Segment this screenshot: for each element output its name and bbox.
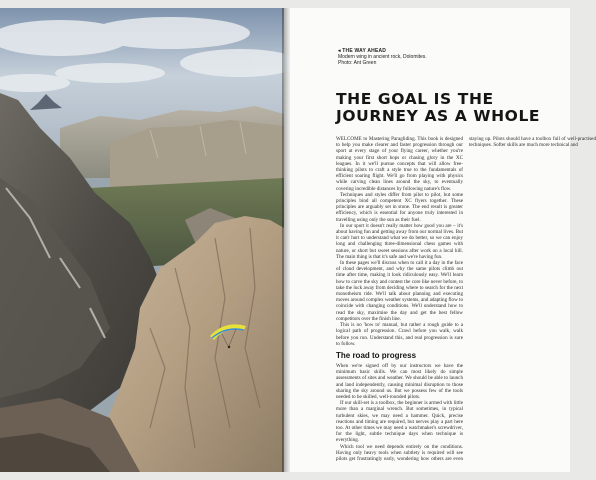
body-paragraph: If our skill-set is a toolbox, the beginner is armed with little more than a marginal wrench. But sometimes, in typical turbulent skies, we may need a hammer. Quick, precise reactions and timing are required, but nerves play a part here too. At other times we may need a watchmaker's screwdriver, for the light, subtle technique days when technique is everything. <box>336 400 463 444</box>
photo-caption <box>338 48 458 66</box>
caption-credit: Photo: Ant Green <box>338 60 377 66</box>
text-page <box>290 8 596 472</box>
photo-page <box>0 8 284 472</box>
body-columns <box>336 136 596 472</box>
caption-line: Modern wing in ancient rock, Dolomites. <box>338 54 427 60</box>
body-paragraph: Which tool we need depends entirely on the conditions. Having only heavy tools when subtlety is required will see pilots get frustratingly early, wondering how others are even staying up. Pilots should have a toolbox full of well-practised techniques. Softer skills are much more technical and <box>336 136 596 462</box>
dolomites-paraglider-photo <box>0 8 284 472</box>
body-paragraph: Techniques and styles differ from pilot to pilot, but some principles bind all competent XC flyers together. These principles are arguably set in stone. The end result is greater efficiency, which is essential for anyone truly interested in travelling using only the sun as their fuel. <box>336 191 463 223</box>
section-subheading: The road to progress <box>336 350 417 360</box>
body-paragraph: WELCOME to Mastering Paragliding. This book is designed to help you make clearer and faster progression through our sport at every stage of your flying career, whether you're making your first short hops or chasing glory in the XC leagues. In it we'll pursue concepts that will allow free-thinking pilots to craft a style true to the fundamentals of efficient soaring flight. We'll go from playing with physics while carving clean lines around the sky, to eventually covering incredible distances by following nature's flow. <box>336 136 463 192</box>
body-paragraph: When we're signed off by our instructors we have the minimum basic skills. We can most likely do simple assessments of sites and weather. We should be able to launch and land independently, causing minimal disruption to those sharing the sky around us. But we possess few of the tools needed to be skilled, well-rounded pilots. <box>336 362 463 400</box>
caption-heading: ◂ THE WAY AHEAD <box>338 48 387 54</box>
chapter-headline: THE GOAL IS THE JOURNEY AS A WHOLE <box>336 90 541 125</box>
body-paragraph: In these pages we'll discuss when to call it a day in the face of cloud development, and why the same pilots climb out time after time, making it look ridiculously easy. We'll learn how to carve the sky and contest the core like never before, to take the luck away from deciding where to search for the next monotheism ride. We'll talk about planning and executing moves around complex weather systems, and adapting flow to coincide with changing conditions. We'll understand how to read the sky, maximise the day and get the best fellow competitors over the finish line. <box>336 260 463 322</box>
page-gutter <box>282 8 290 472</box>
body-paragraph: In our sport it doesn't really matter how good you are – it's about having fun and getting away from our normal lives. But it can't hurt to understand what we do better, so we can enjoy long and challenging three-dimensional chess games with nature, or short but sweet sessions after work on a local hill. The main thing is that it's safe and we're having fun. <box>336 222 463 260</box>
body-paragraph: This is no 'how to' manual, but rather a rough guide to a logical path of progression. Crawl before you walk, walk before you run. Understand this, and real progression is sure to follow. <box>336 322 463 347</box>
